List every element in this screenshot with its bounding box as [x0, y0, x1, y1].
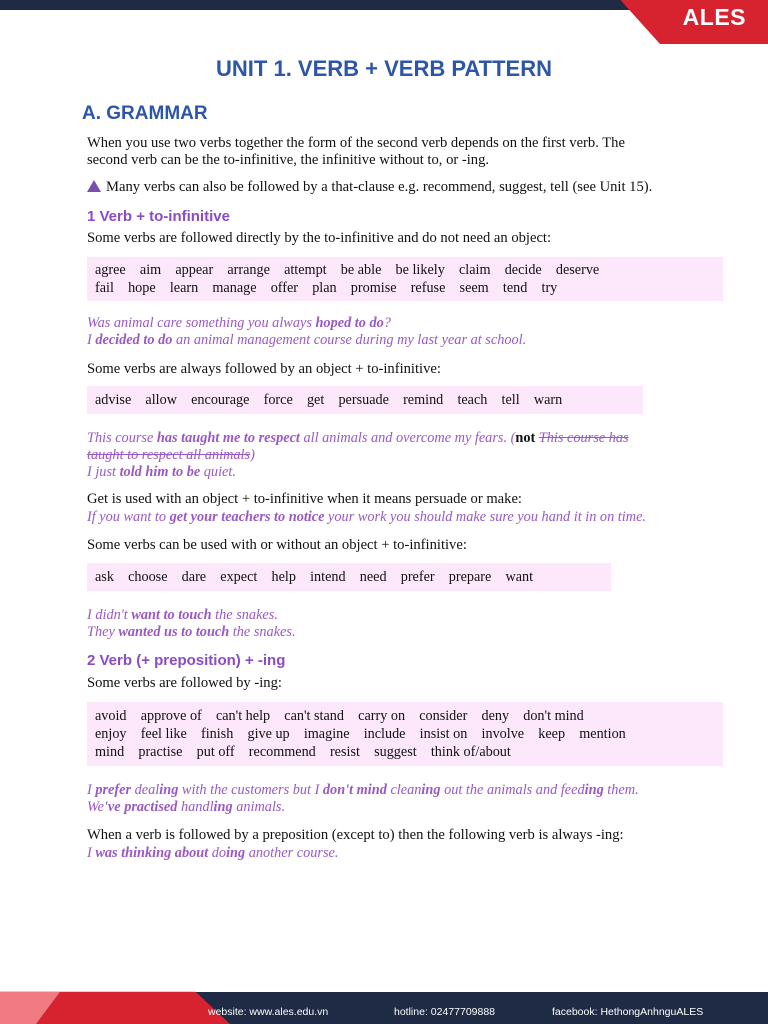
verb-box-1-row-1: agree aim appear arrange attempt be able be likely claim decide deserve: [95, 262, 600, 278]
footer-website[interactable]: website: www.ales.edu.vn: [208, 1006, 329, 1018]
verb-box-2-row: advise allow encourage force get persuade remind teach tell warn: [95, 392, 563, 408]
verb-box-4-row-1: avoid approve of can't help can't stand carry on consider deny don't mind: [95, 708, 584, 724]
example-1a: Was animal care something you always hoped to do?: [87, 315, 391, 331]
example-4a: I didn't want to touch the snakes.: [87, 607, 278, 623]
subheading-verb-to-infinitive: 1 Verb + to-infinitive: [87, 208, 230, 225]
example-3: If you want to get your teachers to notice your work you should make sure you hand it in on time.: [87, 509, 646, 525]
paragraph-6: When a verb is followed by a preposition (except to) then the following verb is always -ing:: [87, 827, 624, 843]
subheading-verb-ing: 2 Verb (+ preposition) + -ing: [87, 652, 286, 669]
paragraph-3: Get is used with an object + to-infinitive when it means persuade or make:: [87, 491, 522, 507]
footer-facebook[interactable]: facebook: HethongAnhnguALES: [552, 1006, 704, 1018]
warning-icon: [87, 180, 101, 192]
example-2a: This course has taught me to respect all animals and overcome my fears. (not This course has: [87, 430, 629, 446]
intro-line-1: When you use two verbs together the form of the second verb depends on the first verb. The: [87, 135, 625, 151]
example-2b: I just told him to be quiet.: [87, 464, 236, 480]
verb-box-4: [87, 702, 723, 766]
example-6: I was thinking about doing another course.: [87, 845, 339, 861]
paragraph-1: Some verbs are followed directly by the to-infinitive and do not need an object:: [87, 230, 552, 246]
verb-box-1: [87, 257, 723, 301]
verb-box-1-row-2: fail hope learn manage offer plan promise refuse seem tend try: [95, 280, 558, 296]
example-1b: I decided to do an animal management course during my last year at school.: [87, 332, 527, 348]
paragraph-2: Some verbs are always followed by an object + to-infinitive:: [87, 361, 441, 377]
example-5a: I prefer dealing with the customers but I don't mind cleaning out the animals and feeding them.: [87, 782, 639, 798]
example-5b: We've practised handling animals.: [87, 799, 286, 815]
footer-hotline[interactable]: hotline: 02477709888: [394, 1006, 496, 1018]
paragraph-5: Some verbs are followed by -ing:: [87, 675, 282, 691]
example-4b: They wanted us to touch the snakes.: [87, 624, 296, 640]
note-line: Many verbs can also be followed by a that-clause e.g. recommend, suggest, tell (see Unit 15).: [87, 179, 652, 196]
intro-line-2: second verb can be the to-infinitive, the infinitive without to, or -ing.: [87, 152, 490, 168]
ales-logo: ALES: [682, 4, 746, 30]
verb-box-3-row: ask choose dare expect help intend need prefer prepare want: [95, 569, 534, 585]
verb-box-2: [87, 386, 643, 414]
verb-box-3: [87, 563, 611, 591]
example-2a-cont: taught to respect all animals): [87, 447, 255, 463]
section-heading: A. GRAMMAR: [82, 103, 208, 124]
verb-box-4-row-2: enjoy feel like finish give up imagine include insist on involve keep mention: [95, 726, 626, 742]
verb-box-4-row-3: mind practise put off recommend resist suggest think of/about: [95, 744, 511, 760]
paragraph-4: Some verbs can be used with or without an object + to-infinitive:: [87, 537, 467, 553]
page-title: UNIT 1. VERB + VERB PATTERN: [216, 56, 552, 81]
